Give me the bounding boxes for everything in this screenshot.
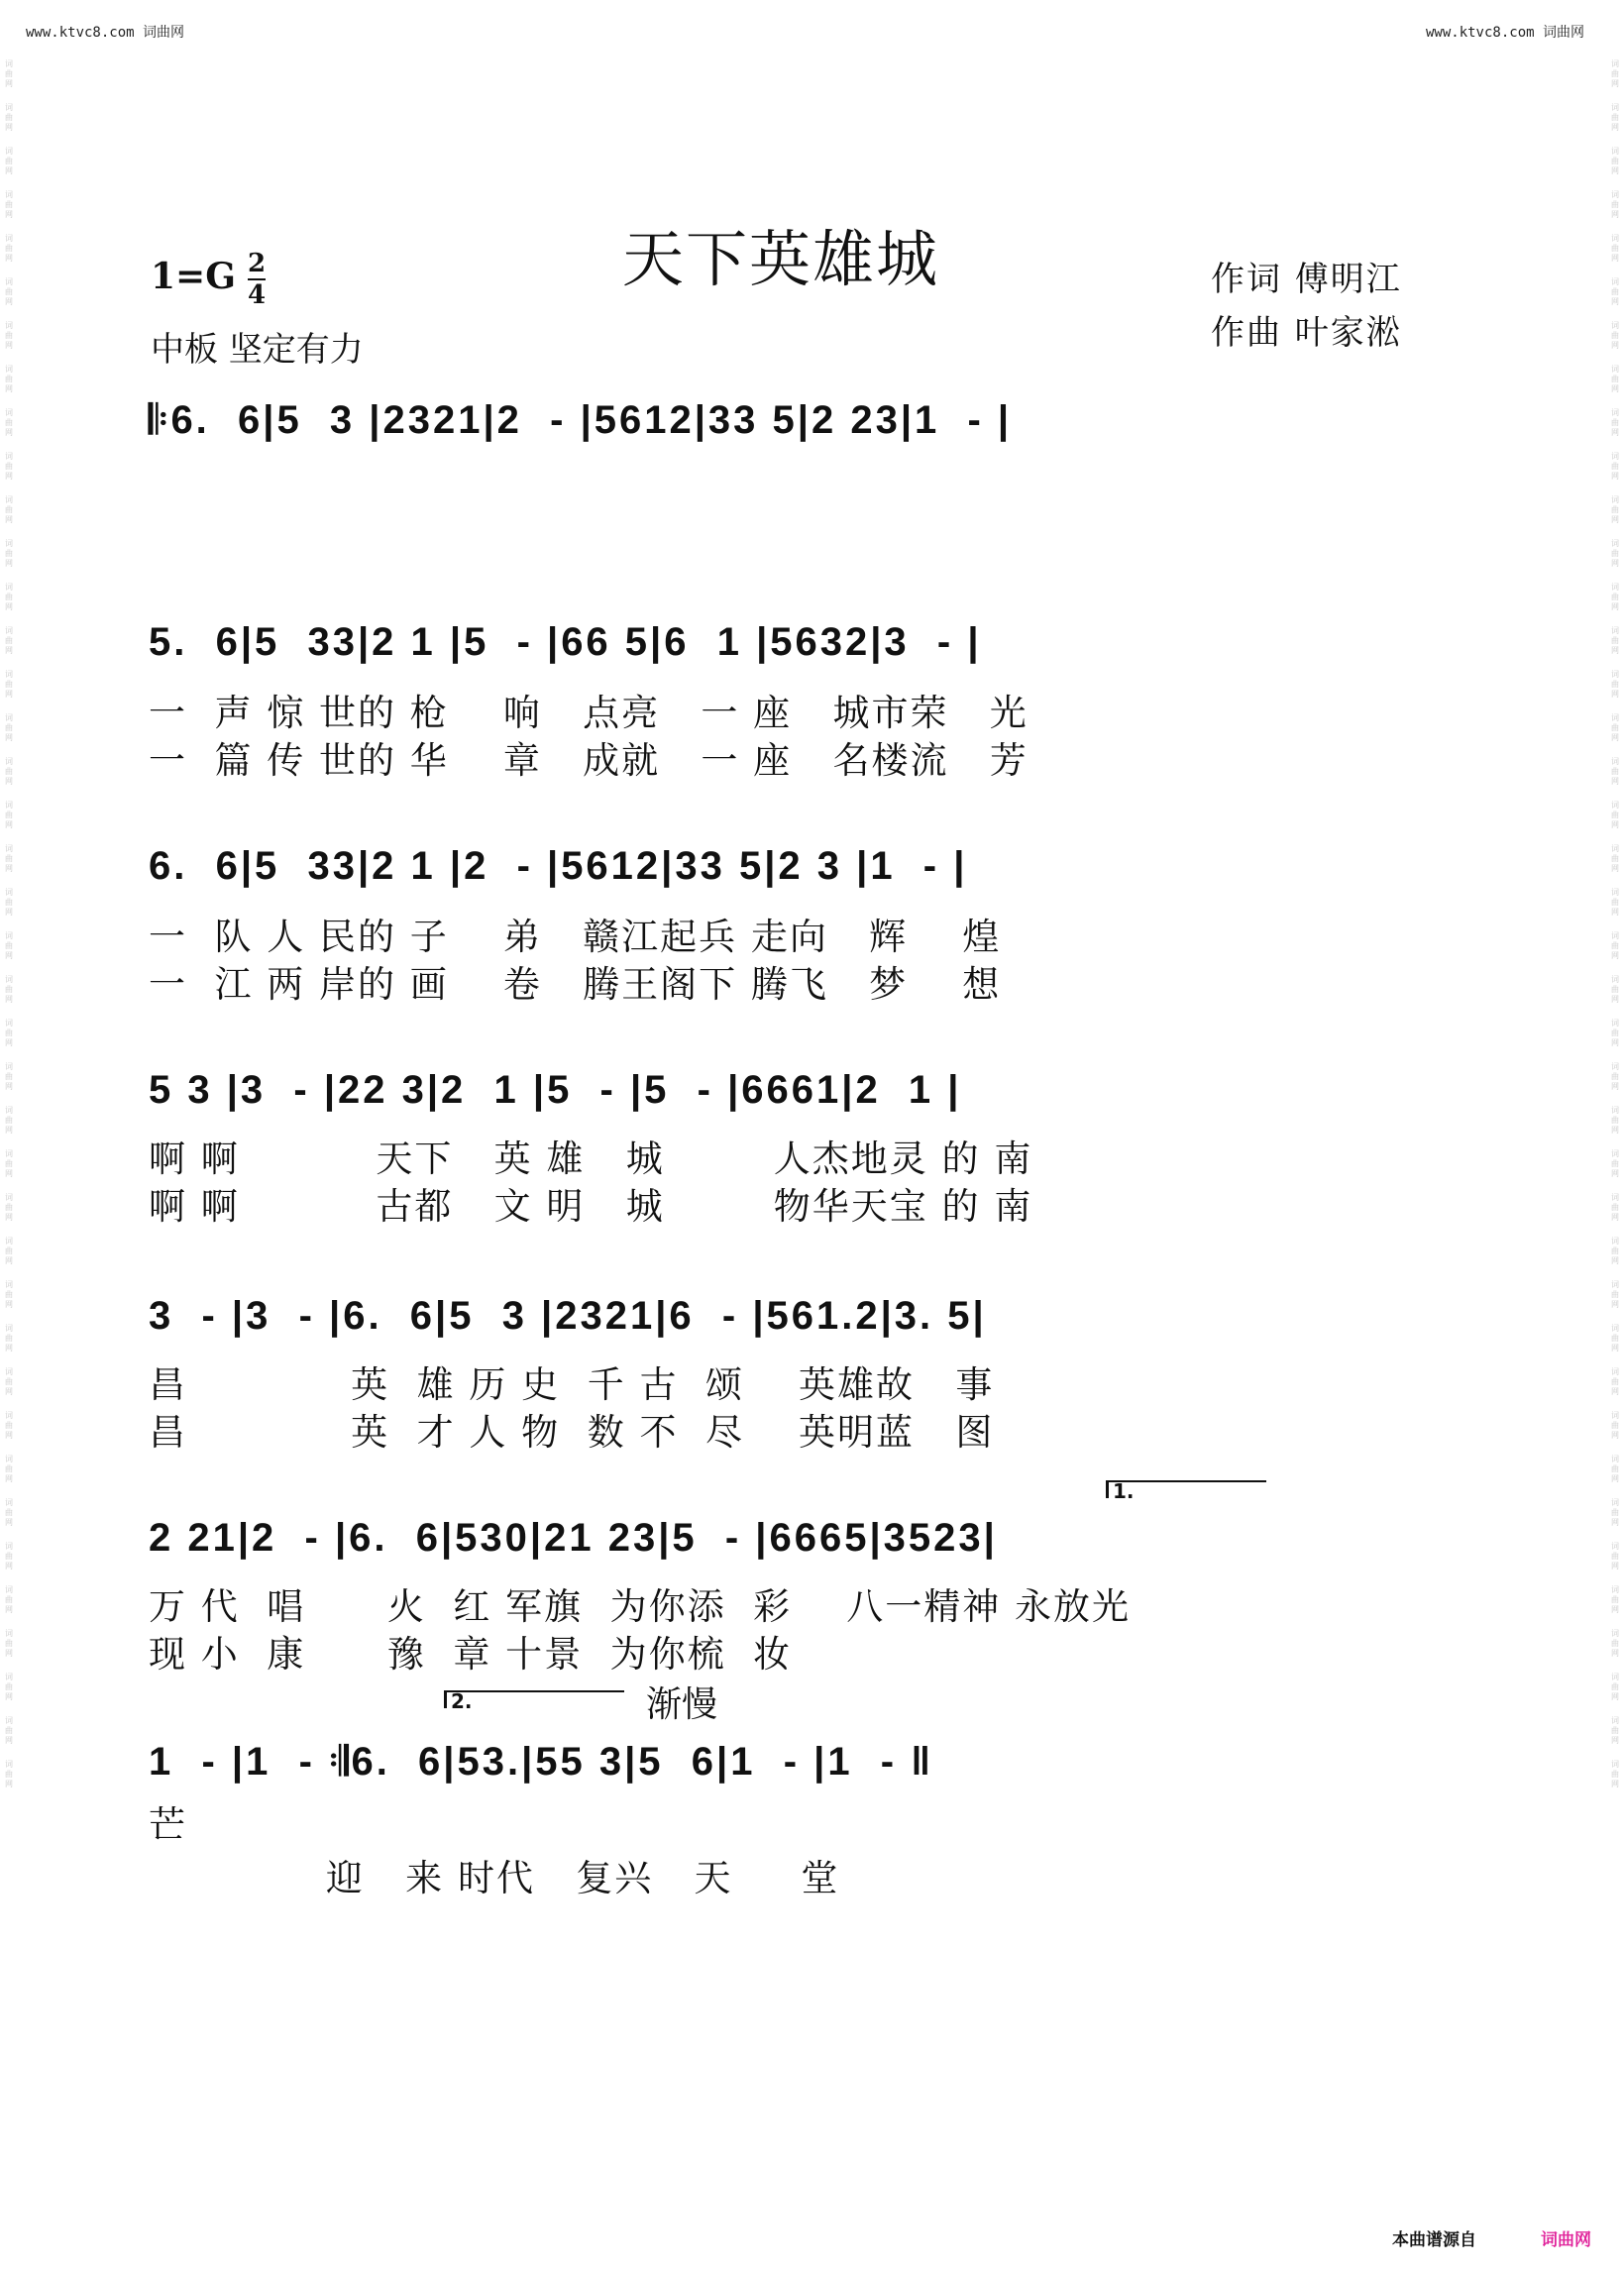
- edge-watermark-mark: 词曲网: [5, 234, 13, 263]
- edge-watermark-mark: 词曲网: [5, 59, 13, 88]
- song-title: 天下英雄城: [622, 223, 940, 295]
- lyrics-row-6-verse-1: 万 代 唱 火 红 军旗 为你添 彩 八一精神 永放光: [149, 1585, 1131, 1628]
- time-signature: [248, 250, 266, 309]
- lyrics-row-7-verse-2: 迎 来 时代 复兴 天 堂: [149, 1857, 840, 1899]
- edge-watermark-mark: 词曲网: [1611, 1193, 1619, 1222]
- ritardando-marking: 渐慢: [646, 1684, 718, 1725]
- key-signature: 1=G: [151, 256, 236, 297]
- edge-watermark-mark: 词曲网: [5, 365, 13, 393]
- edge-watermark-mark: 词曲网: [5, 1542, 13, 1570]
- edge-watermark-mark: 词曲网: [5, 1673, 13, 1701]
- edge-watermark-mark: 词曲网: [1611, 1019, 1619, 1047]
- edge-watermark-mark: 词曲网: [5, 321, 13, 350]
- edge-watermark-mark: 词曲网: [5, 844, 13, 873]
- edge-watermark-mark: 词曲网: [5, 801, 13, 829]
- edge-watermark-mark: 词曲网: [5, 1193, 13, 1222]
- edge-watermark-mark: 词曲网: [5, 1106, 13, 1135]
- notation-row-3: 6. 6|5 33|2 1 |2 - |5612|33 5|2 3 |1 - |: [149, 844, 968, 888]
- edge-watermark-mark: 词曲网: [5, 1629, 13, 1658]
- volta-second-ending: 2.: [444, 1690, 624, 1708]
- edge-watermark-mark: 词曲网: [1611, 495, 1619, 524]
- left-edge-watermark: [2, 59, 16, 2220]
- edge-watermark-mark: 词曲网: [5, 103, 13, 132]
- edge-watermark-mark: 词曲网: [5, 190, 13, 219]
- right-edge-watermark: [1608, 59, 1622, 2220]
- edge-watermark-mark: 词曲网: [1611, 1280, 1619, 1309]
- footer-source: 本曲谱源自: [1392, 2230, 1476, 2250]
- notation-row-6: 2 21|2 - |6. 6|530|21 23|5 - |6665|3523|: [149, 1516, 998, 1560]
- edge-watermark-mark: 词曲网: [1611, 670, 1619, 699]
- edge-watermark-mark: 词曲网: [5, 1760, 13, 1788]
- edge-watermark-mark: 词曲网: [5, 975, 13, 1004]
- edge-watermark-mark: 词曲网: [1611, 626, 1619, 655]
- lyrics-row-4-verse-2: 啊 啊 古都 文 明 城 物华天宝 的 南: [149, 1185, 1033, 1228]
- edge-watermark-mark: 词曲网: [5, 1019, 13, 1047]
- edge-watermark-mark: 词曲网: [1611, 801, 1619, 829]
- edge-watermark-mark: 词曲网: [1611, 931, 1619, 960]
- meter-bottom: 4: [248, 280, 267, 310]
- lyricist-credit: 作词 傅明江: [1211, 260, 1402, 299]
- lyrics-row-3-verse-1: 一 队 人 民的 子 弟 赣江起兵 走向 辉 煌: [149, 916, 1002, 958]
- edge-watermark-mark: 词曲网: [1611, 147, 1619, 175]
- lyrics-row-5-verse-1: 昌 英 雄 历 史 千 古 颂 英雄故 事: [149, 1363, 995, 1406]
- lyrics-row-7-verse-1: 芒: [149, 1803, 187, 1846]
- composer-credit: 作曲 叶家淞: [1211, 313, 1402, 353]
- edge-watermark-mark: 词曲网: [1611, 757, 1619, 786]
- edge-watermark-mark: 词曲网: [1611, 1237, 1619, 1265]
- edge-watermark-mark: 词曲网: [1611, 1455, 1619, 1483]
- edge-watermark-mark: 词曲网: [5, 1237, 13, 1265]
- edge-watermark-mark: 词曲网: [5, 1367, 13, 1396]
- lyrics-row-3-verse-2: 一 江 两 岸的 画 卷 腾王阁下 腾飞 梦 想: [149, 963, 1002, 1006]
- edge-watermark-mark: 词曲网: [1611, 1411, 1619, 1440]
- edge-watermark-mark: 词曲网: [5, 626, 13, 655]
- edge-watermark-mark: 词曲网: [5, 757, 13, 786]
- edge-watermark-mark: 词曲网: [5, 539, 13, 568]
- edge-watermark-mark: 词曲网: [5, 713, 13, 742]
- edge-watermark-mark: 词曲网: [1611, 888, 1619, 917]
- edge-watermark-mark: 词曲网: [5, 931, 13, 960]
- notation-row-5: 3 - |3 - |6. 6|5 3 |2321|6 - |561.2|3. 5|: [149, 1294, 987, 1338]
- notation-row-4: 5 3 |3 - |22 3|2 1 |5 - |5 - |6661|2 1 |: [149, 1068, 962, 1112]
- edge-watermark-mark: 词曲网: [5, 1498, 13, 1527]
- edge-watermark-mark: 词曲网: [1611, 190, 1619, 219]
- edge-watermark-mark: 词曲网: [1611, 1629, 1619, 1658]
- edge-watermark-mark: 词曲网: [1611, 103, 1619, 132]
- lyrics-row-5-verse-2: 昌 英 才 人 物 数 不 尽 英明蓝 图: [149, 1411, 995, 1454]
- meter-top: 2: [248, 249, 267, 278]
- edge-watermark-mark: 词曲网: [1611, 1585, 1619, 1614]
- edge-watermark-mark: 词曲网: [5, 1411, 13, 1440]
- lyrics-row-2-verse-1: 一 声 惊 世的 枪 响 点亮 一 座 城市荣 光: [149, 692, 1029, 734]
- edge-watermark-mark: 词曲网: [5, 452, 13, 481]
- header-right: www.ktvc8.com 词曲网: [1425, 25, 1584, 41]
- edge-watermark-mark: 词曲网: [5, 583, 13, 611]
- edge-watermark-mark: 词曲网: [1611, 1498, 1619, 1527]
- edge-watermark-mark: 词曲网: [5, 670, 13, 699]
- edge-watermark-mark: 词曲网: [5, 1455, 13, 1483]
- edge-watermark-mark: 词曲网: [5, 1280, 13, 1309]
- notation-row-7: 1 - |1 - 𝄇6. 6|53.|55 3|5 6|1 - |1 - ‖: [149, 1740, 934, 1784]
- edge-watermark-mark: 词曲网: [1611, 1367, 1619, 1396]
- edge-watermark-mark: 词曲网: [1611, 713, 1619, 742]
- edge-watermark-mark: 词曲网: [5, 1062, 13, 1091]
- edge-watermark-mark: 词曲网: [1611, 1542, 1619, 1570]
- lyrics-row-2-verse-2: 一 篇 传 世的 华 章 成就 一 座 名楼流 芳: [149, 739, 1029, 782]
- edge-watermark-mark: 词曲网: [1611, 539, 1619, 568]
- edge-watermark-mark: 词曲网: [1611, 844, 1619, 873]
- edge-watermark-mark: 词曲网: [5, 495, 13, 524]
- footer-site-link[interactable]: 词曲网: [1541, 2230, 1591, 2250]
- edge-watermark-mark: 词曲网: [1611, 583, 1619, 611]
- header-left: www.ktvc8.com 词曲网: [26, 25, 185, 41]
- notation-row-1: 𝄆6. 6|5 3 |2321|2 - |5612|33 5|2 23|1 - |: [149, 398, 1013, 442]
- edge-watermark-mark: 词曲网: [1611, 975, 1619, 1004]
- volta-first-ending: 1.: [1106, 1480, 1266, 1498]
- edge-watermark-mark: 词曲网: [5, 277, 13, 306]
- edge-watermark-mark: 词曲网: [5, 147, 13, 175]
- edge-watermark-mark: 词曲网: [1611, 234, 1619, 263]
- lyrics-row-4-verse-1: 啊 啊 天下 英 雄 城 人杰地灵 的 南: [149, 1137, 1033, 1180]
- edge-watermark-mark: 词曲网: [5, 1716, 13, 1745]
- edge-watermark-mark: 词曲网: [5, 408, 13, 437]
- edge-watermark-mark: 词曲网: [5, 888, 13, 917]
- edge-watermark-mark: 词曲网: [5, 1324, 13, 1353]
- edge-watermark-mark: 词曲网: [1611, 408, 1619, 437]
- edge-watermark-mark: 词曲网: [5, 1585, 13, 1614]
- edge-watermark-mark: 词曲网: [1611, 1062, 1619, 1091]
- tempo-marking: 中板 坚定有力: [151, 330, 364, 370]
- edge-watermark-mark: 词曲网: [1611, 321, 1619, 350]
- edge-watermark-mark: 词曲网: [1611, 1760, 1619, 1788]
- lyrics-row-6-verse-2: 现 小 康 豫 章 十景 为你梳 妆: [149, 1633, 793, 1676]
- edge-watermark-mark: 词曲网: [1611, 59, 1619, 88]
- edge-watermark-mark: 词曲网: [1611, 1106, 1619, 1135]
- notation-row-2: 5. 6|5 33|2 1 |5 - |66 5|6 1 |5632|3 - |: [149, 620, 982, 664]
- edge-watermark-mark: 词曲网: [1611, 277, 1619, 306]
- edge-watermark-mark: 词曲网: [1611, 365, 1619, 393]
- edge-watermark-mark: 词曲网: [1611, 1324, 1619, 1353]
- edge-watermark-mark: 词曲网: [1611, 1716, 1619, 1745]
- edge-watermark-mark: 词曲网: [1611, 1673, 1619, 1701]
- edge-watermark-mark: 词曲网: [1611, 1149, 1619, 1178]
- edge-watermark-mark: 词曲网: [1611, 452, 1619, 481]
- edge-watermark-mark: 词曲网: [5, 1149, 13, 1178]
